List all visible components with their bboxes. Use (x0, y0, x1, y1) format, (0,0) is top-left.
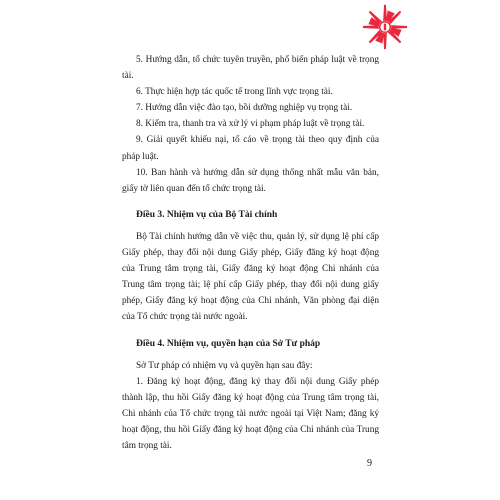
page-number: 9 (367, 458, 372, 469)
paragraph-item-10: 10. Ban hành và hướng dẫn sử dụng thống nhất mẫu văn bản, giấy tờ liên quan đến tổ chức trọng tài. (122, 167, 379, 194)
article-4-heading: Điều 4. Nhiệm vụ, quyền hạn của Sở Tư pháp (136, 338, 321, 349)
article-4-intro: Sở Tư pháp có nhiệm vụ và quyền hạn sau đây: (136, 360, 313, 371)
paragraph-item-9: 9. Giải quyết khiếu nại, tố cáo về trọng tài theo quy định của pháp luật. (122, 135, 379, 162)
article-3-heading: Điều 3. Nhiệm vụ của Bộ Tài chính (136, 209, 278, 220)
paragraph-item-7: 7. Hướng dẫn việc đào tạo, bồi dưỡng nghiệp vụ trọng tài. (136, 103, 353, 114)
article-3-body: Bộ Tài chính hướng dẫn về việc thu, quản lý, sử dụng lệ phí cấp Giấy phép, thay đổi nội dung Giấy phép, Giấy đăng ký hoạt động của Trung tâm trọng tài, Giấy đăng ký hoạt động Chi nhánh của Trung tâm trọng tài; lệ phí cấp Giấy phép, thay đổi nội dung giấy phép, Giấy đăng ký hoạt động của Chi nhánh, Văn phòng đại diện của Tổ chức trọng tài nước ngoài. (122, 231, 379, 323)
page-text (122, 52, 379, 454)
paragraph-item-5: 5. Hướng dẫn, tổ chức tuyên truyền, phổ biến pháp luật về trọng tài. (122, 55, 379, 82)
article-4-item-1: 1. Đăng ký hoạt động, đăng ký thay đổi nội dung Giấy phép thành lập, thu hồi Giấy đăng ký hoạt động của Trung tâm trọng tài, Chi nhánh của Tổ chức trọng tài nước ngoài tại Việt Nam; đăng ký hoạt động, thu hồi Giấy đăng ký hoạt động của Chi nhánh của Trung tâm trọng tài. (122, 376, 379, 452)
paragraph-item-8: 8. Kiểm tra, thanh tra và xử lý vi phạm pháp luật về trọng tài. (136, 119, 365, 130)
publisher-star-logo-icon (361, 3, 409, 51)
paragraph-item-6: 6. Thực hiện hợp tác quốc tế trong lĩnh vực trọng tài. (136, 87, 333, 98)
